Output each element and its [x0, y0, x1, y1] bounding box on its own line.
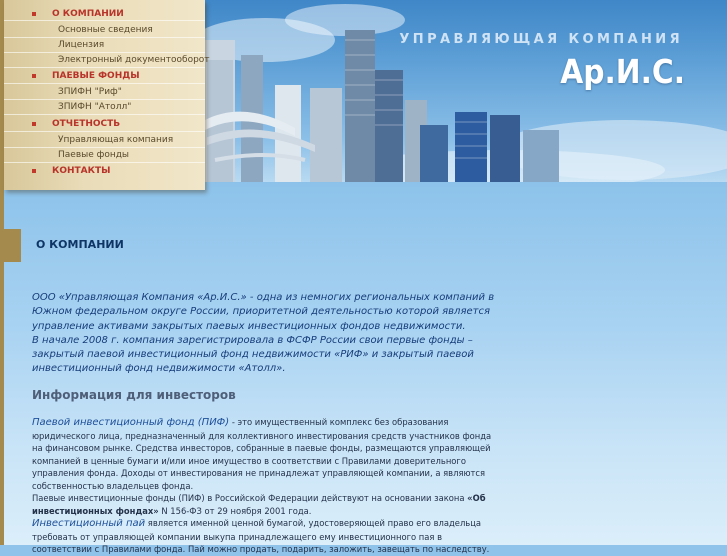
bullet-icon: [32, 74, 36, 78]
menu-item-basic-info[interactable]: Основные сведения: [58, 25, 153, 35]
menu-item-about[interactable]: О КОМПАНИИ: [52, 9, 124, 19]
menu-divider: [4, 131, 205, 132]
share-definition: Инвестиционный пай является именной ценной бумагой, удостоверяющей право его владельца требовать от управляющей компании выкупа принадлежащего ему инвестиционного пая в соответствии с Правилами фонда. Пай можно продать, подарить, заложить, завещать по наследству.: [32, 518, 490, 554]
menu-divider: [4, 147, 205, 148]
term-pif: Паевой инвестиционный фонд (ПИФ): [32, 417, 230, 428]
menu-item-fund-rif[interactable]: ЗПИФН "Риф": [58, 87, 122, 97]
menu-divider: [4, 37, 205, 38]
law-name: «Об инвестиционных фондах»: [32, 493, 486, 516]
menu-item-edo[interactable]: Электронный документооборот: [58, 55, 210, 65]
company-logo[interactable]: Ар.И.С.: [560, 52, 685, 91]
term-share: Инвестиционный пай: [32, 518, 146, 529]
menu-item-reports-company[interactable]: Управляющая компания: [58, 135, 174, 145]
menu-item-reports-funds[interactable]: Паевые фонды: [58, 150, 130, 160]
menu-item-license[interactable]: Лицензия: [58, 40, 105, 50]
header-banner: [205, 0, 727, 182]
page-title: О КОМПАНИИ: [36, 238, 124, 251]
menu-divider: [4, 67, 205, 68]
company-tagline: УПРАВЛЯЮЩАЯ КОМПАНИЯ: [399, 32, 683, 47]
menu-item-contacts[interactable]: КОНТАКТЫ: [52, 166, 110, 176]
menu-divider: [4, 114, 205, 115]
bullet-icon: [32, 169, 36, 173]
intro-paragraph: ООО «Управляющая Компания «Ар.И.С.» - одна из немногих региональных компаний в Южном федеральном округе России, приоритетной деятельностью которой является управление активами закрытых паевых инвестиционных фондов недвижимости.: [32, 292, 495, 332]
pif-definition: Паевой инвестиционный фонд (ПИФ) - это имущественный комплекс без образования юридического лица, предназначенный для коллективного инвестирования средств участников фонда на финансовом рынке. Средства инвесторов, собранные в паевые фонды, размещаются управляющей компанией в ценные бумаги и/или иное имущество в соответствии с Правилами доверительного управления фонда. Доходы от инвестирования не принадлежат управляющей компании, а являются собственностью владельцев фонда.: [32, 417, 492, 491]
investors-text: [32, 416, 504, 556]
section-accent-bar: [4, 229, 21, 262]
menu-divider: [4, 20, 205, 21]
bullet-icon: [32, 12, 36, 16]
menu-divider: [4, 52, 205, 53]
menu-item-reports[interactable]: ОТЧЕТНОСТЬ: [52, 119, 120, 129]
menu-item-fund-atoll[interactable]: ЗПИФН "Атолл": [58, 102, 132, 112]
menu-divider: [4, 99, 205, 100]
intro-paragraph: В начале 2008 г. компания зарегистрировала в ФСФР России свои первые фонды – закрытый паевой инвестиционный фонд недвижимости «РИФ» и закрытый паевой инвестиционный фонд недвижимости «Атолл».: [32, 334, 474, 375]
bullet-icon: [32, 122, 36, 126]
skyline-illustration: [205, 0, 727, 182]
menu-divider: [4, 162, 205, 163]
menu-item-funds[interactable]: ПАЕВЫЕ ФОНДЫ: [52, 71, 140, 81]
intro-text: [32, 291, 512, 377]
law-reference: Паевые инвестиционные фонды (ПИФ) в Российской Федерации действуют на основании закона «Об инвестиционных фондах» N 156-ФЗ от 29 ноября 2001 года.: [32, 493, 486, 516]
main-menu: [4, 0, 210, 190]
menu-divider: [4, 83, 205, 84]
investors-heading: Информация для инвесторов: [32, 388, 236, 402]
